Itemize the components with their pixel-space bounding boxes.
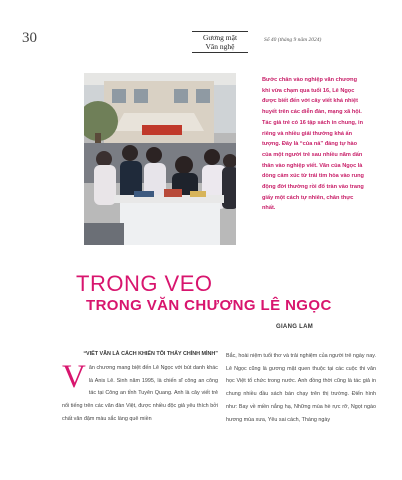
article-photo bbox=[84, 73, 236, 245]
magazine-masthead bbox=[192, 30, 248, 53]
title-line-1: TRONG VEO bbox=[76, 271, 213, 296]
left-column-text: ăn chương mang biệt đến Lê Ngọc với bút danh khác là Anis Lê. Sinh năm 1995, là chiến sĩ công an công tác tại Công an tỉnh Tuyên Quang. Anh là cây viết trẻ nổi tiếng trên các văn đàn Việt, được nhiều độc giả yêu thích bởi chất văn đậm màu sắc làng quê miền bbox=[62, 365, 218, 422]
masthead-line-1: Gương mặt bbox=[202, 32, 238, 42]
intro-lede: Bước chân vào nghiệp văn chương khi vừa chạm qua tuổi 16, Lê Ngọc được biết đến với cây viết khá nhiệt huyết trên các diễn đàn, mạng xã hội. Tác giả trẻ có 16 tập sách in chung, in riêng và nhiều giải thưởng khá ấn tượng. Đây là “của nả” đáng tự hào của một người trẻ sau nhiều năm dấn thân vào nghiệp viết. Văn của Ngọc là dòng cảm xúc từ trái tim hòa vào rung động đời thường rồi đổ tràn vào trang giấy một cách tự nhiên, chân thực nhất. bbox=[262, 77, 364, 212]
page-number: 30 bbox=[22, 30, 37, 46]
drop-cap: V bbox=[62, 359, 86, 395]
masthead-line-2: Văn nghệ bbox=[205, 41, 235, 51]
article-column-right bbox=[226, 350, 376, 426]
masthead-rule-top bbox=[192, 31, 248, 32]
author-byline: GIANG LAM bbox=[276, 324, 314, 330]
masthead-rule-bottom bbox=[192, 52, 248, 53]
issue-label: Số 40 (tháng 9 năm 2024) bbox=[264, 37, 322, 43]
right-column-text: Bắc, hoài niệm tuổi thơ và trải nghiệm của người trẻ ngày nay. Lê Ngọc cũng là gương mặt quen thuộc tại các cuộc thi văn học Việt tổ chức trong nước. Anh đồng thời cũng là tác giả in chung nhiều đầu sách bán chạy trên thị trường. Điển hình như: Bay về miền nắng hạ, Những mùa hè rực rỡ, Ngọt ngào hương mùa xưa, Yêu sai cách, Tháng ngày bbox=[226, 353, 376, 423]
photo-illustration bbox=[84, 73, 236, 245]
section-heading: “VIẾT VĂN LÀ CÁCH KHIẾN TÔI THẤY CHÍNH MÌNH” bbox=[83, 351, 218, 357]
title-line-2: TRONG VĂN CHƯƠNG LÊ NGỌC bbox=[86, 297, 332, 314]
article-column-left bbox=[62, 350, 218, 426]
